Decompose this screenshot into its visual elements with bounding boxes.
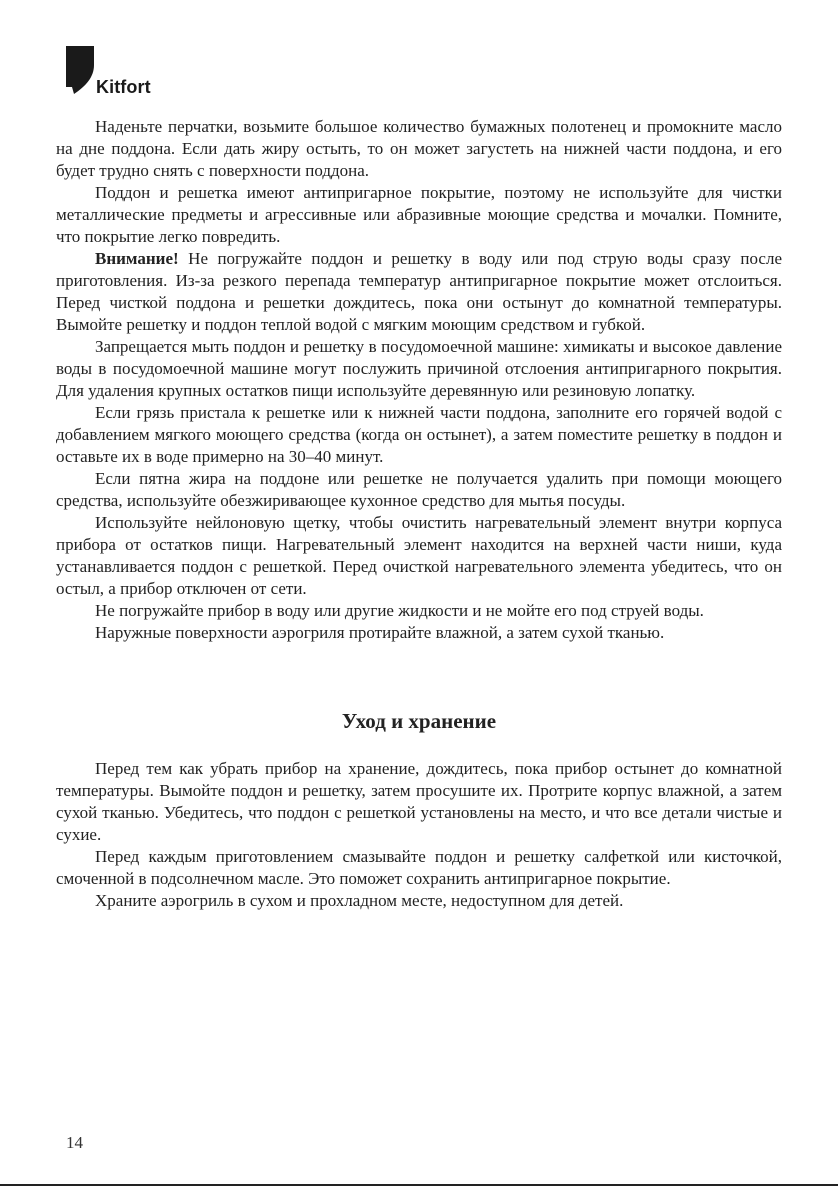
- warning-paragraph: [56, 248, 782, 336]
- paragraph: Если грязь пристала к решетке или к нижней части поддона, заполните его горячей водой с добавлением мягкого моющего средства (когда он остынет), а затем поместите решетку в поддон и оставьте их в воде примерно на 30–40 минут.: [56, 403, 782, 466]
- manual-content: [56, 116, 782, 912]
- warning-text: Не погружайте поддон и решетку в воду или под струю воды сразу после приготовления. Из-за резкого перепада температур антипригарное покрытие может отслоиться. Перед чисткой поддона и решетки дождитесь, пока они остынут до комнатной температуры. Вымойте решетку и поддон теплой водой с мягким моющим средством и губкой.: [56, 249, 782, 334]
- paragraph: Используйте нейлоновую щетку, чтобы очистить нагревательный элемент внутри корпуса прибора от остатков пищи. Нагревательный элемент находится на верхней части ниши, куда устанавливается поддон с решеткой. Перед очисткой нагревательного элемента убедитесь, что он остыл, а прибор отключен от сети.: [56, 513, 782, 598]
- warning-label: Внимание!: [95, 249, 179, 268]
- paragraph: Перед тем как убрать прибор на хранение, дождитесь, пока прибор остынет до комнатной температуры. Вымойте поддон и решетку, затем просушите их. Протрите корпус влажной, а затем сухой тканью. Убедитесь, что поддон с решеткой установлены на место, и что все детали чистые и сухие.: [56, 759, 782, 844]
- paragraph: Наденьте перчатки, возьмите большое количество бумажных полотенец и промокните масло на дне поддона. Если дать жиру остыть, то он может загустеть на нижней части поддона, и его будет трудно снять с поверхности поддона.: [56, 117, 782, 180]
- storage-section: [56, 758, 782, 912]
- paragraph: Перед каждым приготовлением смазывайте поддон и решетку салфеткой или кисточкой, смоченной в подсолнечном масле. Это поможет сохранить антипригарное покрытие.: [56, 847, 782, 888]
- paragraph: Поддон и решетка имеют антипригарное покрытие, поэтому не используйте для чистки металлические предметы и агрессивные или абразивные моющие средства и мочалки. Помните, что покрытие легко повредить.: [56, 183, 782, 246]
- page-bottom-border: [0, 1184, 838, 1186]
- paragraph: Если пятна жира на поддоне или решетке не получается удалить при помощи моющего средства, используйте обезжиривающее кухонное средство для мытья посуды.: [56, 469, 782, 510]
- brand-logo: [66, 46, 176, 96]
- kitfort-logo-icon: [66, 46, 94, 96]
- cleaning-section: [56, 116, 782, 644]
- paragraph: Не погружайте прибор в воду или другие жидкости и не мойте его под струей воды.: [95, 601, 704, 620]
- section-heading: Уход и хранение: [341, 709, 497, 733]
- paragraph: Храните аэрогриль в сухом и прохладном месте, недоступном для детей.: [95, 891, 624, 910]
- paragraph: Запрещается мыть поддон и решетку в посудомоечной машине: химикаты и высокое давление воды в посудомоечной машине могут послужить причиной отслоения антипригарного покрытия. Для удаления крупных остатков пищи используйте деревянную или резиновую лопатку.: [56, 337, 782, 400]
- brand-name: Kitfort: [96, 77, 151, 97]
- paragraph: Наружные поверхности аэрогриля протирайте влажной, а затем сухой тканью.: [95, 623, 665, 642]
- page-number: 14: [66, 1133, 83, 1152]
